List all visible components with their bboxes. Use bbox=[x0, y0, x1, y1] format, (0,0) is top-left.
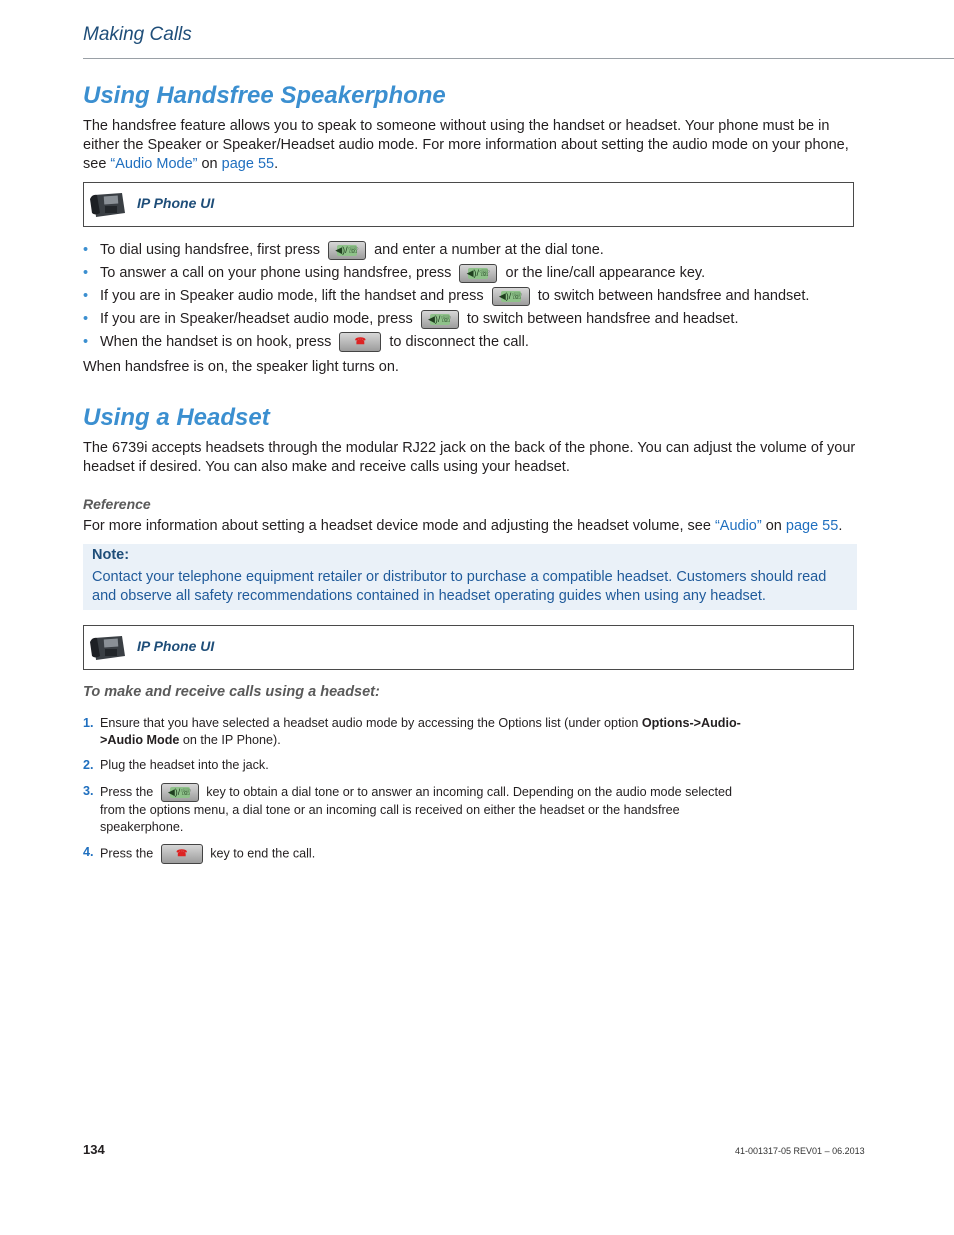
running-head: Making Calls bbox=[83, 24, 192, 45]
goodbye-key-icon: ☎ bbox=[161, 844, 203, 864]
audio-link[interactable]: “Audio” bbox=[714, 518, 762, 534]
note-body: Contact your telephone equipment retailer or distributor to purchase a compatible headset. Customers should read and observe all safety recommendations contained in headset operating guides when using any headset. bbox=[92, 569, 827, 604]
bullet-dot: • bbox=[83, 334, 89, 350]
intro-text: The handsfree feature allows you to speak to someone without using the handset or headset. Your phone must be in either the Speaker or Speaker/Headset audio mode. For more information about setting the audio mode on your phone, see bbox=[83, 118, 849, 172]
ip-phone-icon bbox=[88, 191, 128, 224]
document-id: 41-001317-05 REV01 – 06.2013 bbox=[735, 1146, 865, 1156]
reference-text bbox=[83, 517, 883, 536]
handsfree-bullets bbox=[83, 240, 809, 355]
note-title: Note: bbox=[92, 547, 130, 563]
section-title-headset: Using a Headset bbox=[83, 404, 270, 431]
step-text bbox=[100, 783, 748, 836]
audio-mode-link[interactable]: “Audio Mode” bbox=[110, 156, 198, 172]
bullet-text: to switch between handsfree and headset. bbox=[466, 311, 739, 327]
procedure-title: To make and receive calls using a headset: bbox=[83, 684, 380, 700]
bullet-dot: • bbox=[83, 288, 89, 304]
bullet-text: To answer a call on your phone using handsfree, press bbox=[100, 265, 452, 281]
handsfree-closing: When handsfree is on, the speaker light turns on. bbox=[83, 359, 399, 375]
section-title-handsfree: Using Handsfree Speakerphone bbox=[83, 82, 446, 109]
list-item bbox=[83, 263, 809, 286]
step-text bbox=[100, 844, 748, 864]
bullet-text: If you are in Speaker audio mode, lift the handset and press bbox=[100, 288, 484, 304]
bullet-text: To dial using handsfree, first press bbox=[100, 242, 321, 258]
step-text bbox=[100, 715, 748, 749]
header-rule bbox=[83, 58, 954, 59]
bullet-text: When the handset is on hook, press bbox=[100, 334, 332, 350]
reference-label: Reference bbox=[83, 496, 151, 512]
page-55-link[interactable]: page 55 bbox=[785, 518, 839, 534]
headset-intro: The 6739i accepts headsets through the modular RJ22 jack on the back of the phone. You can adjust the volume of your headset if desired. You can also make and receive calls using your headset. bbox=[83, 440, 856, 475]
bullet-text: to disconnect the call. bbox=[389, 334, 529, 350]
note-box bbox=[83, 544, 857, 610]
step-text-part: Press the bbox=[100, 846, 154, 861]
ip-phone-ui-box bbox=[83, 182, 854, 227]
step-number: 4. bbox=[83, 845, 94, 859]
bullet-text: or the line/call appearance key. bbox=[505, 265, 706, 281]
list-item bbox=[83, 286, 809, 309]
reference-body: For more information about setting a headset device mode and adjusting the headset volume, see bbox=[83, 518, 715, 534]
step-text-part: on the IP Phone). bbox=[179, 733, 281, 747]
step-text: Plug the headset into the jack. bbox=[100, 758, 269, 772]
step-text-part: Ensure that you have selected a headset audio mode by accessing the Options list (under option bbox=[100, 716, 642, 730]
step-number: 2. bbox=[83, 758, 94, 772]
ip-phone-ui-label: IP Phone UI bbox=[137, 195, 215, 211]
ip-phone-icon bbox=[88, 634, 128, 667]
bullet-dot: • bbox=[83, 265, 89, 281]
intro-on: on bbox=[197, 156, 222, 172]
handsfree-key-icon: ◀)/☏ bbox=[459, 264, 497, 283]
handsfree-intro bbox=[83, 117, 858, 174]
list-item bbox=[83, 240, 809, 263]
list-item bbox=[83, 332, 809, 355]
step-text-part: key to end the call. bbox=[210, 846, 316, 861]
bullet-text: If you are in Speaker/headset audio mode, press bbox=[100, 311, 413, 327]
ip-phone-ui-label: IP Phone UI bbox=[137, 638, 215, 654]
goodbye-key-icon: ☎ bbox=[339, 332, 381, 352]
step-number: 3. bbox=[83, 784, 94, 798]
reference-on: on bbox=[761, 518, 786, 534]
step-text-part: key to obtain a dial tone or to answer an incoming call. Depending on the audio mode selected from the options menu, a dial tone or an incoming call is received on either the headset or the handsfree speakerphone. bbox=[100, 784, 732, 834]
step-text-part: Press the bbox=[100, 784, 154, 799]
bullet-dot: • bbox=[83, 242, 89, 258]
bullet-text: and enter a number at the dial tone. bbox=[374, 242, 604, 258]
handsfree-key-icon: ◀)/☏ bbox=[421, 310, 459, 329]
page-number: 134 bbox=[83, 1142, 105, 1157]
bullet-dot: • bbox=[83, 311, 89, 327]
intro-end: . bbox=[274, 156, 279, 172]
reference-end: . bbox=[838, 518, 843, 534]
bullet-text: to switch between handsfree and handset. bbox=[537, 288, 810, 304]
page-55-link[interactable]: page 55 bbox=[221, 156, 275, 172]
step-number: 1. bbox=[83, 716, 94, 730]
ip-phone-ui-box bbox=[83, 625, 854, 670]
menu-path: Options->Audio->Audio Mode bbox=[100, 716, 741, 747]
handsfree-key-icon: ◀)/☏ bbox=[492, 287, 530, 306]
handsfree-key-icon: ◀)/☏ bbox=[161, 783, 199, 802]
handsfree-key-icon: ◀)/☏ bbox=[328, 241, 366, 260]
list-item bbox=[83, 309, 809, 332]
